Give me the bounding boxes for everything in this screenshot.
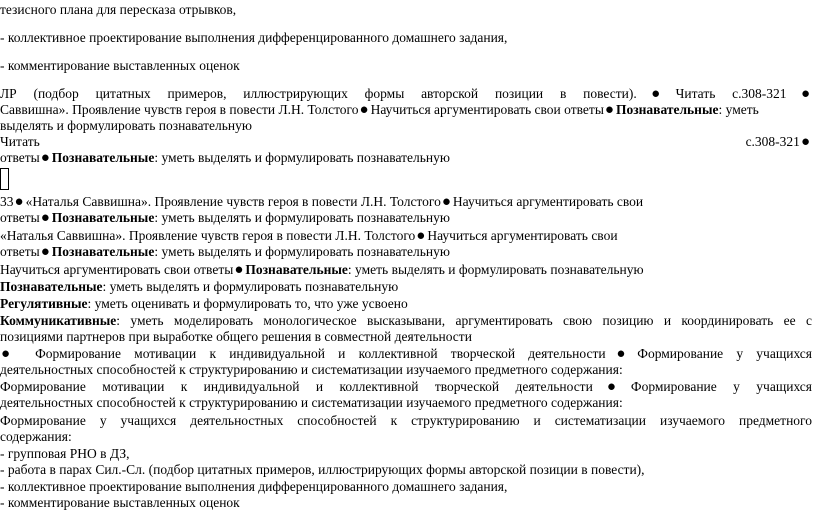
bullet-icon: ● bbox=[40, 150, 50, 166]
text: : уметь выделять и формулировать познавательную bbox=[102, 279, 399, 294]
bullet-icon: ● bbox=[40, 244, 50, 260]
text: Формирование у учащихся bbox=[637, 346, 812, 361]
bold-label: Познавательные bbox=[615, 102, 719, 117]
text: - комментирование выставленных оценок bbox=[0, 58, 240, 73]
text: : уметь выделять и формулировать познавательную bbox=[154, 244, 450, 259]
text-line bbox=[0, 379, 812, 395]
bullet-icon: ● bbox=[800, 134, 810, 150]
text-line bbox=[0, 429, 812, 445]
text: - коллективное проектирование выполнения дифференцированного домашнего задания, bbox=[0, 479, 508, 494]
text: «Наталья Саввишна». Проявление чувств героя в повести Л.Н. Толстого bbox=[25, 194, 441, 209]
text-line bbox=[0, 194, 812, 210]
text-line bbox=[0, 313, 812, 329]
bold-label: Коммуникативные bbox=[0, 313, 117, 328]
text: Формирование мотивации к индивидуальной и коллективной творческой деятельности bbox=[0, 379, 593, 394]
bold-label: Познавательные bbox=[51, 150, 155, 165]
bold-label: Познавательные bbox=[0, 279, 103, 294]
text-line bbox=[0, 346, 812, 362]
text: Научиться аргументировать свои ответы bbox=[0, 262, 234, 277]
text: Научиться аргументировать свои bbox=[427, 228, 618, 243]
text-line bbox=[0, 279, 812, 295]
text-line bbox=[0, 296, 812, 312]
text-line bbox=[0, 495, 812, 511]
text: : уметь оценивать и формулировать то, что уже усвоено bbox=[87, 296, 408, 311]
bullet-icon: ● bbox=[1, 346, 20, 362]
text: ответы bbox=[0, 244, 40, 259]
text: с.308-321 bbox=[745, 134, 800, 149]
text: Научиться аргументировать свои ответы bbox=[370, 102, 604, 117]
text-line bbox=[0, 244, 812, 260]
text: Формирование у учащихся деятельностных способностей к структурированию и систематизации изучаемого предметного bbox=[0, 413, 812, 428]
text: ответы bbox=[0, 150, 40, 165]
text: выделять и формулировать познавательную bbox=[0, 118, 252, 133]
text: : уметь bbox=[718, 102, 759, 117]
text-line bbox=[0, 362, 812, 378]
bullet-icon: ● bbox=[606, 346, 636, 362]
text: позициями партнеров при выработке общего решения в совместной деятельности bbox=[0, 329, 472, 344]
text: Саввишна». Проявление чувств героя в повести Л.Н. Толстого bbox=[0, 102, 359, 117]
empty-box bbox=[0, 168, 9, 190]
text-line bbox=[0, 262, 812, 278]
text: : уметь выделять и формулировать познавательную bbox=[347, 262, 644, 277]
bullet-icon: ● bbox=[40, 210, 50, 226]
text: Читать с.308-321 bbox=[675, 86, 787, 101]
bold-label: Познавательные bbox=[51, 210, 155, 225]
bullet-icon: ● bbox=[416, 228, 426, 244]
text-line bbox=[0, 329, 812, 345]
text-line bbox=[0, 462, 812, 478]
text-line bbox=[0, 58, 812, 74]
text-line bbox=[0, 413, 812, 429]
text-line bbox=[0, 479, 812, 495]
text-line bbox=[0, 134, 812, 150]
bullet-icon: ● bbox=[637, 86, 674, 102]
text-line bbox=[0, 86, 812, 102]
text-line bbox=[0, 446, 812, 462]
bullet-icon: ● bbox=[234, 262, 244, 278]
text: - работа в парах Сил.-Сл. (подбор цитатных примеров, иллюстрирующих формы авторской позиции в повести), bbox=[0, 462, 645, 477]
bold-label: Познавательные bbox=[51, 244, 155, 259]
text-line bbox=[0, 102, 812, 118]
text: «Наталья Саввишна». Проявление чувств героя в повести Л.Н. Толстого bbox=[0, 228, 416, 243]
text: : уметь выделять и формулировать познавательную bbox=[154, 150, 450, 165]
bold-label: Познавательные bbox=[245, 262, 348, 277]
text: деятельностных способностей к структурированию и систематизации изучаемого предметного содержания: bbox=[0, 362, 623, 377]
text-line bbox=[0, 150, 812, 166]
text: - коллективное проектирование выполнения дифференцированного домашнего задания, bbox=[0, 30, 508, 45]
text: Формирование мотивации к индивидуальной и коллективной творческой деятельности bbox=[35, 346, 606, 361]
text-line bbox=[0, 2, 812, 18]
text: - комментирование выставленных оценок bbox=[0, 495, 240, 510]
bullet-icon: ● bbox=[359, 102, 369, 118]
bold-label: Регулятивные bbox=[0, 296, 88, 311]
text-line bbox=[0, 228, 812, 244]
text: деятельностных способностей к структурированию и систематизации изучаемого предметного содержания: bbox=[0, 395, 623, 410]
text-line bbox=[0, 118, 812, 134]
text: 33 bbox=[0, 194, 14, 209]
text: : уметь выделять и формулировать познавательную bbox=[154, 210, 450, 225]
text: содержания: bbox=[0, 429, 72, 444]
text: - групповая РНО в ДЗ, bbox=[0, 446, 130, 461]
text: тезисного плана для пересказа отрывков, bbox=[0, 2, 237, 17]
text: Научиться аргументировать свои bbox=[452, 194, 644, 209]
text: ЛР (подбор цитатных примеров, иллюстрирующих формы авторской позиции в повести). bbox=[0, 86, 637, 101]
text: Читать bbox=[0, 134, 40, 149]
text-line bbox=[0, 395, 812, 411]
text: Формирование у учащихся bbox=[630, 379, 812, 394]
text: : уметь моделировать монологическое высказывани, аргументировать свою позицию и координировать ее с bbox=[116, 313, 812, 328]
text: ответы bbox=[0, 210, 40, 225]
text-line bbox=[0, 210, 812, 226]
bullet-icon: ● bbox=[14, 194, 24, 210]
bullet-icon: ● bbox=[787, 86, 811, 102]
text-line bbox=[0, 30, 812, 46]
bullet-icon: ● bbox=[593, 379, 629, 395]
bullet-icon: ● bbox=[604, 102, 614, 118]
bullet-icon: ● bbox=[441, 194, 451, 210]
